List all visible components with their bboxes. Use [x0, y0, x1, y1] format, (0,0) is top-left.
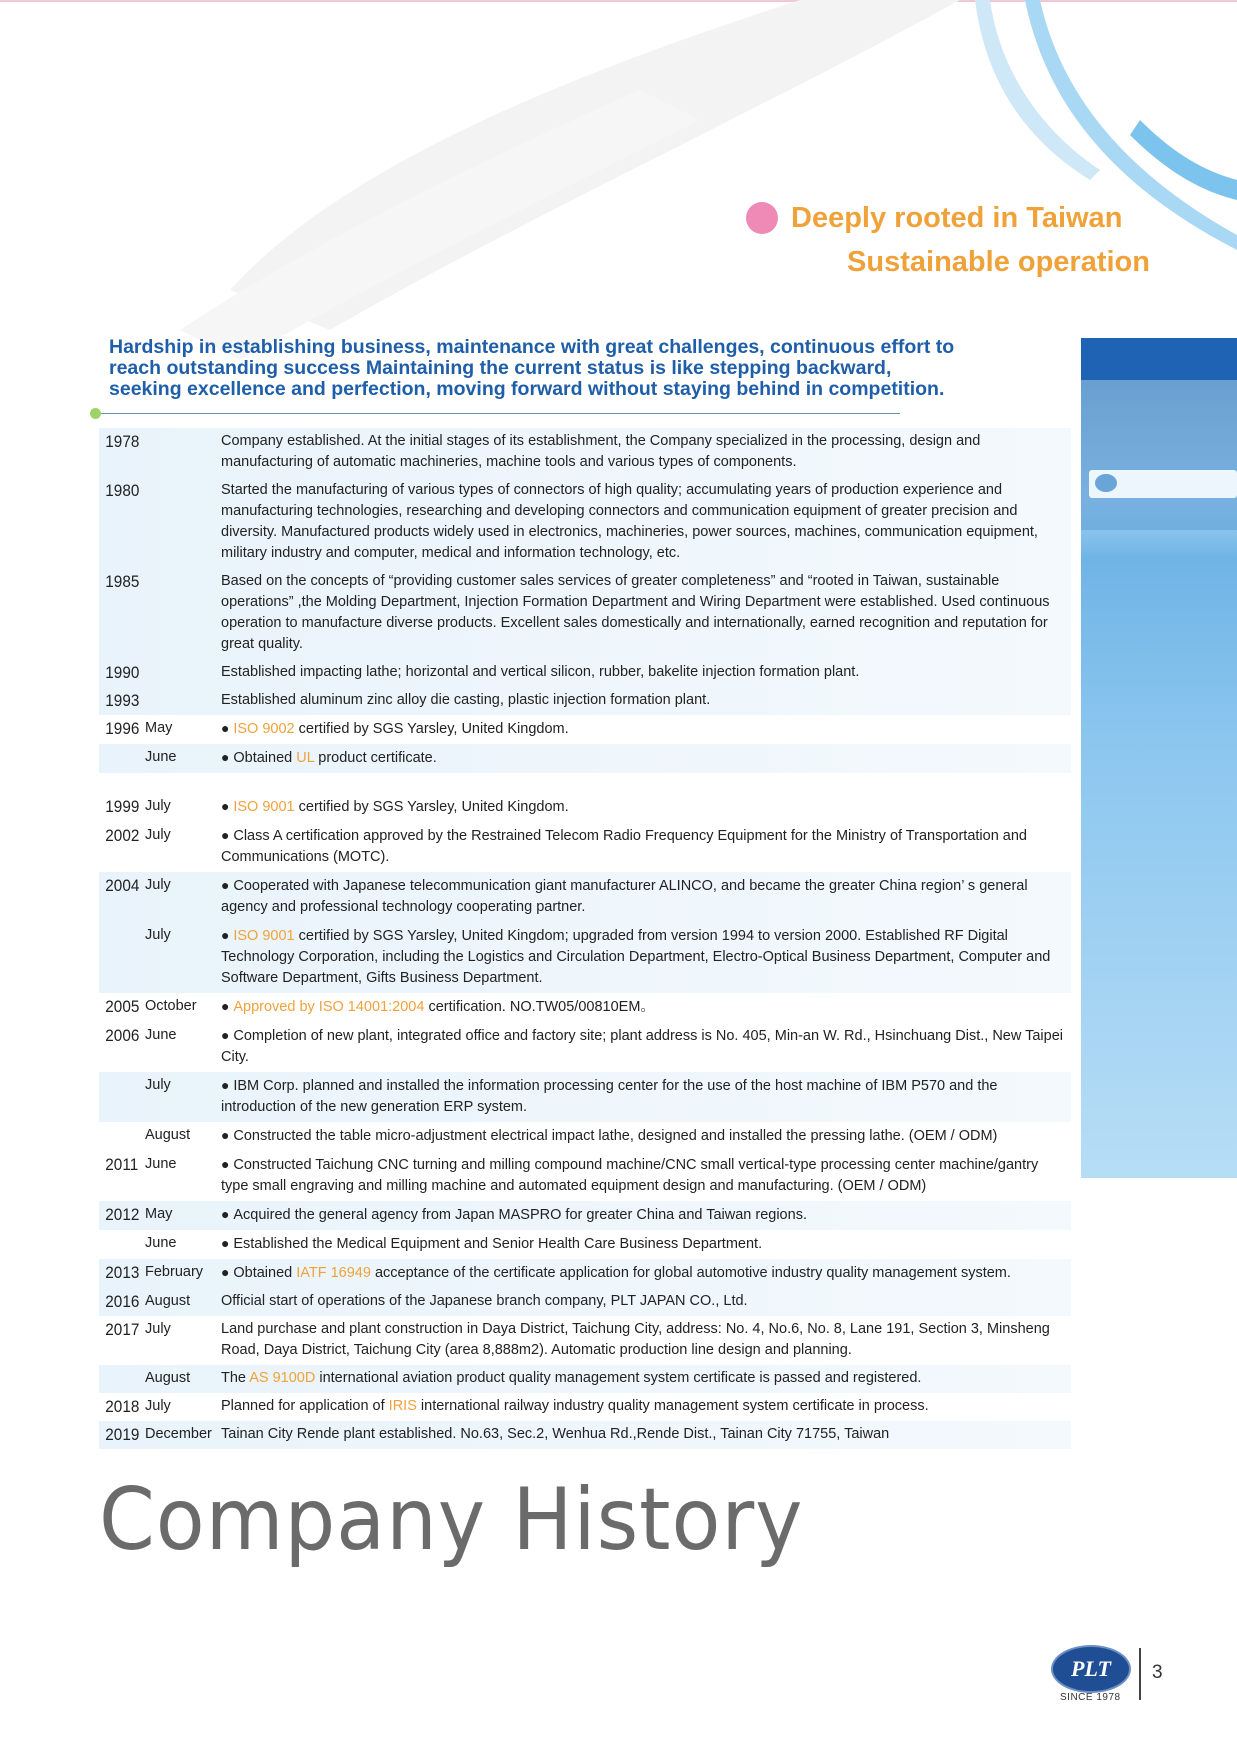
description-text: product certificate.	[314, 750, 437, 766]
description-text: Obtained	[233, 750, 297, 766]
timeline-month: June	[145, 1235, 177, 1251]
timeline-description	[221, 1368, 1071, 1389]
timeline-row	[99, 1316, 1071, 1365]
timeline-description	[221, 925, 1071, 989]
timeline-row	[99, 1072, 1071, 1122]
description-text: Constructed Taichung CNC turning and milling compound machine/CNC small vertical-type processing center machine/gantry type small engraving and milling machine and automated equipment design and manufacturing. (OEM / ODM)	[221, 1157, 1039, 1194]
timeline-row	[99, 744, 1071, 773]
description-text: Official start of operations of the Japanese branch company, PLT JAPAN CO., Ltd.	[221, 1293, 748, 1309]
description-text: Started the manufacturing of various types of connectors of high quality; accumulating years of production experience and manufacturing technologies, researching and developing connectors and communication equipment of greater precision and diversity. Manufactured products widely used in electronics, machineries, power sources, machines, communication equipment, military industry and computer, medical and information technology, etc.	[221, 482, 1038, 561]
timeline-month: August	[145, 1370, 191, 1386]
bullet-icon: ●	[221, 998, 234, 1014]
bullet-icon: ●	[221, 1127, 234, 1143]
timeline-description	[221, 747, 1071, 769]
bullet-icon: ●	[221, 827, 234, 843]
timeline-month: July	[145, 798, 171, 814]
description-text: Obtained	[233, 1265, 297, 1281]
timeline-year: 2006	[105, 1026, 140, 1045]
timeline-row	[99, 568, 1071, 659]
logo-since: SINCE 1978	[1060, 1692, 1121, 1703]
description-text: Established impacting lathe; horizontal and vertical silicon, rubber, bakelite injection formation plant.	[221, 664, 860, 680]
timeline-year: 2019	[105, 1425, 140, 1444]
timeline-description	[221, 1025, 1071, 1068]
description-text: Tainan City Rende plant established. No.63, Sec.2, Wenhua Rd.,Rende Dist., Tainan City 71755, Taiwan	[221, 1426, 890, 1442]
bullet-icon: ●	[221, 1264, 234, 1280]
timeline-description	[221, 1154, 1071, 1197]
certification-highlight: IATF 16949	[296, 1265, 371, 1281]
timeline-year: 1996	[105, 719, 140, 738]
description-text: acceptance of the certificate application for global automotive industry quality management system.	[370, 1265, 1011, 1281]
timeline-year: 1978	[105, 432, 140, 451]
timeline-year: 2016	[105, 1292, 140, 1311]
timeline-month: July	[145, 1398, 171, 1414]
heading-line-2: Sustainable operation	[847, 246, 1150, 278]
page-number: 3	[1152, 1662, 1163, 1683]
timeline-row	[99, 793, 1071, 822]
timeline-month: July	[145, 927, 171, 943]
description-text: Cooperated with Japanese telecommunication giant manufacturer ALINCO, and became the greater China region’ s general agency and professional technology cooperating partner.	[221, 878, 1028, 915]
timeline-year: 2011	[105, 1155, 139, 1174]
timeline-description	[221, 1075, 1071, 1118]
bullet-icon: ●	[221, 877, 234, 893]
panel-photo-shade	[1081, 380, 1237, 530]
certification-highlight: ISO 9002	[233, 721, 295, 737]
timeline-year: 1985	[105, 572, 140, 591]
timeline-row	[99, 715, 1071, 744]
timeline-row	[99, 687, 1071, 715]
timeline-description	[221, 1396, 1071, 1417]
timeline-row	[99, 1230, 1071, 1259]
timeline-row	[99, 428, 1071, 477]
intro-statement	[109, 337, 969, 400]
description-text: Established the Medical Equipment and Senior Health Care Business Department.	[233, 1236, 763, 1252]
bullet-icon: ●	[221, 927, 234, 943]
timeline-year: 2005	[105, 997, 140, 1016]
description-text: Planned for application of	[221, 1398, 389, 1414]
timeline-row	[99, 1259, 1071, 1288]
timeline-description	[221, 1424, 1071, 1445]
description-text: international aviation product quality management system certificate is passed and registered.	[315, 1370, 922, 1386]
timeline-description	[221, 1204, 1071, 1226]
right-photo-panel	[1081, 338, 1237, 1178]
timeline-row	[99, 1288, 1071, 1316]
timeline-month: July	[145, 1077, 171, 1093]
timeline-row	[99, 1151, 1071, 1201]
bullet-icon: ●	[221, 1077, 234, 1093]
description-text: certified by SGS Yarsley, United Kingdom; upgraded from version 1994 to version 2000. Established RF Digital Technology Corporation, including the Logistics and Circulation Department, Electro-Optical Business Department, Computer and Software Department, Gifts Business Department.	[221, 928, 1051, 986]
description-text: certification. NO.TW05/00810EM。	[424, 999, 655, 1015]
timeline-row	[99, 1122, 1071, 1151]
timeline-description	[221, 1291, 1071, 1312]
intro-line-2: reach outstanding success Maintaining the current status is like stepping backward,	[109, 357, 892, 379]
timeline-description	[221, 1319, 1071, 1361]
description-text: Constructed the table micro-adjustment electrical impact lathe, designed and installed the pressing lathe. (OEM / ODM)	[233, 1128, 998, 1144]
description-text: Class A certification approved by the Restrained Telecom Radio Frequency Equipment for the Ministry of Transportation and Communications (MOTC).	[221, 828, 1027, 865]
timeline-year: 2002	[105, 826, 140, 845]
timeline-month: February	[145, 1264, 204, 1280]
timeline-row	[99, 1365, 1071, 1393]
certification-highlight: ISO 9001	[233, 799, 295, 815]
timeline-year: 1993	[105, 691, 140, 710]
timeline-month: December	[145, 1426, 212, 1442]
timeline-row	[99, 1421, 1071, 1449]
description-text: certified by SGS Yarsley, United Kingdom.	[294, 799, 569, 815]
timeline-row	[99, 922, 1071, 993]
timeline-month: July	[145, 1321, 171, 1337]
timeline-month: May	[145, 1206, 173, 1222]
bullet-icon: ●	[221, 1156, 234, 1172]
timeline-year: 2004	[105, 876, 140, 895]
bullet-icon: ●	[221, 798, 234, 814]
certification-highlight: AS 9100D	[249, 1370, 316, 1386]
heading-line-1: Deeply rooted in Taiwan	[791, 202, 1123, 234]
description-text: Company established. At the initial stages of its establishment, the Company specialized in the processing, design and manufacturing of automatic machineries, machine tools and various types of components.	[221, 433, 981, 470]
timeline-description	[221, 1233, 1071, 1255]
certification-highlight: UL	[296, 750, 315, 766]
timeline-description	[221, 431, 1071, 473]
certification-highlight: ISO 9001	[233, 928, 295, 944]
timeline-year: 1980	[105, 481, 140, 500]
timeline-month: August	[145, 1293, 191, 1309]
timeline-description	[221, 996, 1071, 1018]
description-text: international railway industry quality management system certificate in process.	[416, 1398, 929, 1414]
timeline-year: 2013	[105, 1263, 140, 1282]
timeline-description	[221, 571, 1071, 655]
timeline-description	[221, 480, 1071, 564]
timeline-year: 2018	[105, 1397, 140, 1416]
timeline-description	[221, 718, 1071, 740]
intro-line-3: seeking excellence and perfection, moving forward without staying behind in competition.	[109, 378, 945, 400]
description-text: IBM Corp. planned and installed the information processing center for the use of the host machine of IBM P570 and the introduction of the new generation ERP system.	[221, 1078, 998, 1115]
description-text: Acquired the general agency from Japan MASPRO for greater China and Taiwan regions.	[233, 1207, 807, 1223]
timeline-year: 1990	[105, 663, 140, 682]
timeline-description	[221, 825, 1071, 868]
timeline-month: July	[145, 877, 171, 893]
timeline-description	[221, 796, 1071, 818]
timeline-month: May	[145, 720, 173, 736]
intro-divider	[96, 413, 900, 414]
bullet-icon: ●	[221, 749, 234, 765]
timeline-description	[221, 1125, 1071, 1147]
timeline-month: June	[145, 1156, 177, 1172]
page-title: Company History	[99, 1470, 804, 1570]
description-text: Land purchase and plant construction in Daya District, Taichung City, address: No. 4, No.6, No. 8, Lane 191, Section 3, Minsheng Road, Daya District, Taichung City (area 8,888m2). Automatic production line design and planning.	[221, 1321, 1050, 1358]
history-timeline	[99, 428, 1071, 1449]
timeline-month: June	[145, 1027, 177, 1043]
bullet-icon: ●	[221, 720, 234, 736]
description-text: Based on the concepts of “providing customer sales services of greater completeness” and “rooted in Taiwan, sustainable operations” ,the Molding Department, Injection Formation Department and Wiring Department were established. Used continuous operation to manufacture diverse products. Excellent sales domestically and internationally, earned recognition and reputation for great quality.	[221, 573, 1050, 652]
timeline-row	[99, 993, 1071, 1022]
timeline-month: July	[145, 827, 171, 843]
certification-highlight: IRIS	[388, 1398, 417, 1414]
timeline-row	[99, 477, 1071, 568]
heading-dot-icon	[746, 202, 778, 234]
logo-text: PLT	[1071, 1656, 1111, 1681]
timeline-row	[99, 659, 1071, 687]
timeline-description	[221, 875, 1071, 918]
timeline-description	[221, 662, 1071, 683]
certification-highlight: Approved by ISO 14001:2004	[233, 999, 425, 1015]
plt-logo	[1051, 1645, 1131, 1693]
bullet-icon: ●	[221, 1027, 234, 1043]
page-number-divider	[1139, 1648, 1141, 1700]
timeline-row	[99, 1393, 1071, 1421]
timeline-month: August	[145, 1127, 191, 1143]
bullet-icon: ●	[221, 1235, 234, 1251]
timeline-row	[99, 1022, 1071, 1072]
timeline-year: 1999	[105, 797, 140, 816]
timeline-year: 2017	[105, 1320, 140, 1339]
description-text: Completion of new plant, integrated office and factory site; plant address is No. 405, Min-an W. Rd., Hsinchuang Dist., New Taipei City.	[221, 1028, 1063, 1065]
description-text: certified by SGS Yarsley, United Kingdom.	[294, 721, 569, 737]
timeline-year: 2012	[105, 1205, 140, 1224]
timeline-row	[99, 872, 1071, 922]
timeline-description	[221, 690, 1071, 711]
description-text: Established aluminum zinc alloy die casting, plastic injection formation plant.	[221, 692, 711, 708]
intro-line-1: Hardship in establishing business, maintenance with great challenges, continuous effort to	[109, 336, 955, 358]
timeline-month: June	[145, 749, 177, 765]
timeline-month: October	[145, 998, 197, 1014]
timeline-row	[99, 1201, 1071, 1230]
timeline-row	[99, 822, 1071, 872]
divider-dot-icon	[90, 408, 101, 419]
bullet-icon: ●	[221, 1206, 234, 1222]
timeline-description	[221, 1262, 1071, 1284]
description-text: The	[221, 1370, 250, 1386]
panel-sign-logo-icon	[1095, 474, 1117, 492]
